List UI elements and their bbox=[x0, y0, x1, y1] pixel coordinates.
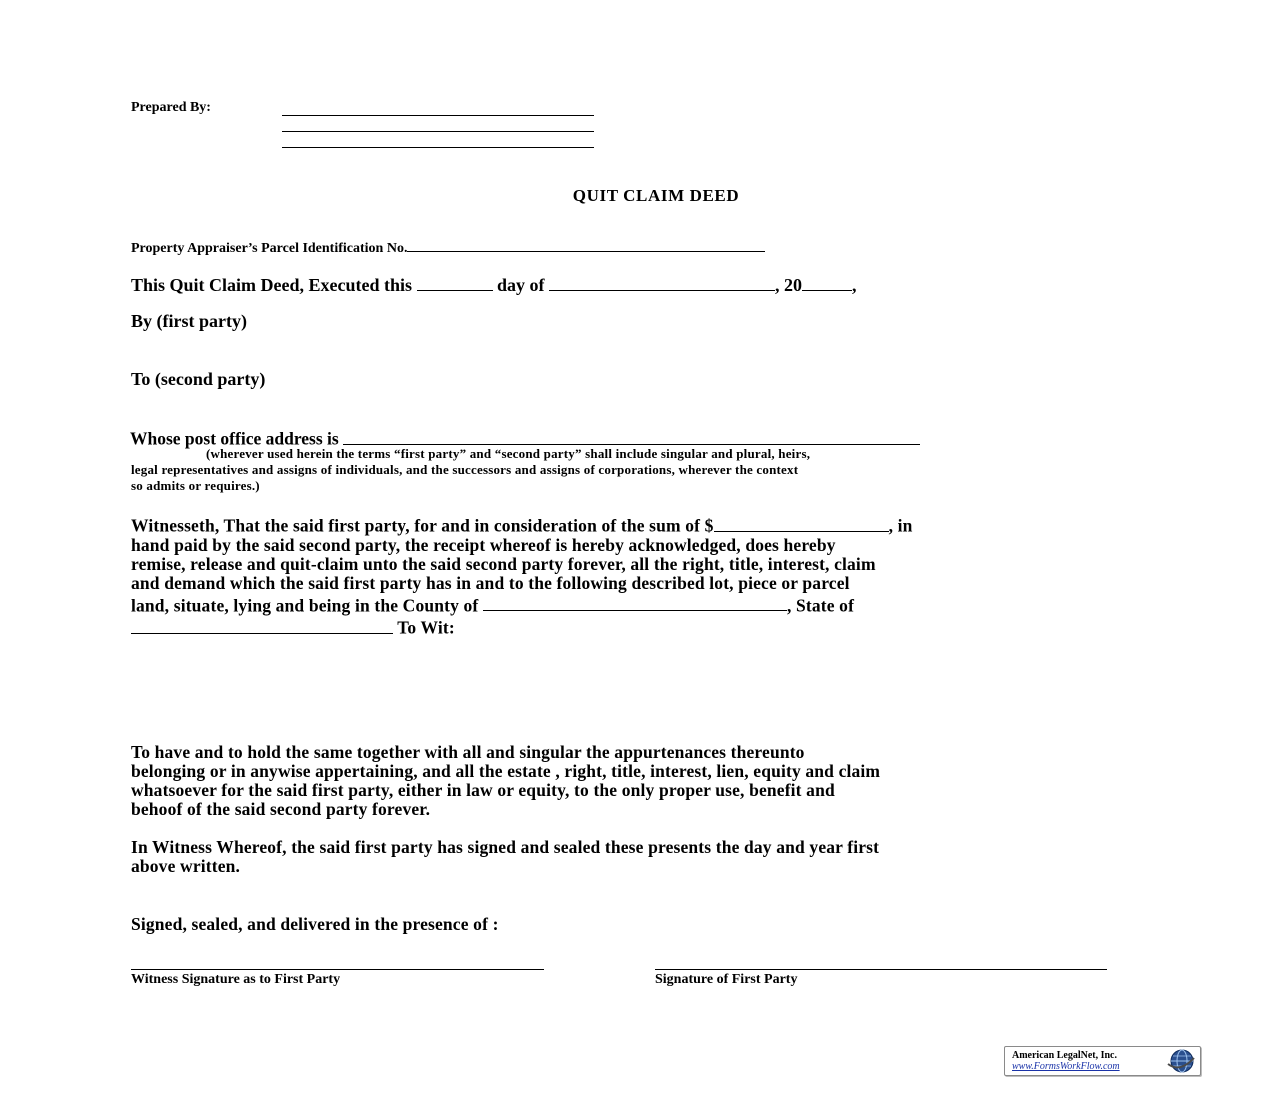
first-party-signature-label: Signature of First Party bbox=[655, 972, 798, 987]
county-field[interactable] bbox=[483, 593, 787, 612]
habendum-line-1: To have and to hold the same together with all and singular the appurtenances thereunto bbox=[131, 742, 805, 762]
parcel-id-label: Property Appraiser’s Parcel Identification No. bbox=[131, 241, 408, 256]
witnesseth-line-1-end: , in bbox=[888, 515, 913, 536]
witnesseth-line-2: hand paid by the said second party, the receipt whereof is hereby acknowledged, does hereby bbox=[131, 534, 836, 555]
executed-line bbox=[131, 272, 857, 296]
first-party-label: By (first party) bbox=[131, 311, 247, 331]
executed-end: , bbox=[852, 275, 857, 295]
habendum-line-3: whatsoever for the said first party, either in law or equity, to the only proper use, benefit and bbox=[131, 780, 835, 800]
witnesseth-line-4: and demand which the said first party has in and to the following described lot, piece or parcel bbox=[131, 572, 850, 593]
logo-company-name: American LegalNet, Inc. bbox=[1012, 1050, 1117, 1061]
prepared-by-label: Prepared By: bbox=[131, 100, 211, 115]
executed-prefix: This Quit Claim Deed, Executed this bbox=[131, 275, 413, 295]
testimonium-line-2: above written. bbox=[131, 856, 241, 876]
executed-day-of: day of bbox=[497, 275, 545, 295]
habendum-paragraph bbox=[131, 743, 1191, 819]
witnesseth-line-6 bbox=[131, 615, 1191, 638]
witnesseth-line-5-text: land, situate, lying and being in the County of bbox=[131, 595, 479, 615]
document-title: QUIT CLAIM DEED bbox=[572, 186, 740, 205]
witnesseth-line-1-text: Witnesseth, That the said first party, for and in consideration of the sum of $ bbox=[131, 515, 714, 536]
witness-signature-line[interactable] bbox=[131, 969, 544, 970]
executed-year-prefix: , 20 bbox=[775, 275, 803, 295]
prepared-by-line-1[interactable] bbox=[282, 115, 594, 116]
testimonium-paragraph bbox=[131, 838, 1191, 876]
testimonium-line-1: In Witness Whereof, the said first party has signed and sealed these presents the day and year first bbox=[131, 837, 880, 857]
american-legalnet-logo[interactable] bbox=[1004, 1046, 1201, 1076]
witnesseth-line-5-end: , State of bbox=[786, 595, 855, 615]
parcel-id-line bbox=[131, 237, 765, 257]
second-party-label: To (second party) bbox=[131, 369, 266, 389]
definition-note-line-2: legal representatives and assigns of individuals, and the successors and assigns of corporations, wherever the context bbox=[131, 462, 799, 477]
parcel-id-field[interactable] bbox=[407, 237, 765, 252]
habendum-line-4: behoof of the said second party forever. bbox=[131, 799, 431, 819]
witnesseth-paragraph bbox=[131, 513, 1191, 638]
execution-day-field[interactable] bbox=[417, 272, 493, 291]
witnesseth-line-3: remise, release and quit-claim unto the said second party forever, all the right, title, interest, claim bbox=[131, 553, 876, 574]
prepared-by-line-2[interactable] bbox=[282, 131, 594, 132]
logo-url[interactable]: www.FormsWorkFlow.com bbox=[1012, 1061, 1120, 1072]
execution-month-field[interactable] bbox=[549, 272, 775, 291]
witnesseth-line-1 bbox=[131, 513, 1191, 536]
definition-note-line-1: (wherever used herein the terms “first party” and “second party” shall include singular and plural, heirs, bbox=[206, 446, 811, 461]
habendum-line-2: belonging or in anywise appertaining, and all the estate , right, title, interest, lien, equity and claim bbox=[131, 761, 881, 781]
consideration-sum-field[interactable] bbox=[714, 513, 889, 532]
state-field[interactable] bbox=[131, 615, 393, 634]
first-party-signature-line[interactable] bbox=[655, 969, 1107, 970]
signed-presence-text: Signed, sealed, and delivered in the presence of : bbox=[131, 914, 499, 934]
definition-note-line-3: so admits or requires.) bbox=[131, 478, 260, 493]
execution-year-field[interactable] bbox=[802, 272, 852, 291]
witnesseth-line-5 bbox=[131, 593, 1191, 616]
address-field[interactable] bbox=[343, 426, 920, 445]
witness-signature-label: Witness Signature as to First Party bbox=[131, 972, 341, 987]
prepared-by-line-3[interactable] bbox=[282, 147, 594, 148]
to-wit-label: To Wit: bbox=[397, 617, 455, 638]
globe-icon bbox=[1166, 1048, 1196, 1074]
address-label: Whose post office address is bbox=[130, 428, 339, 449]
